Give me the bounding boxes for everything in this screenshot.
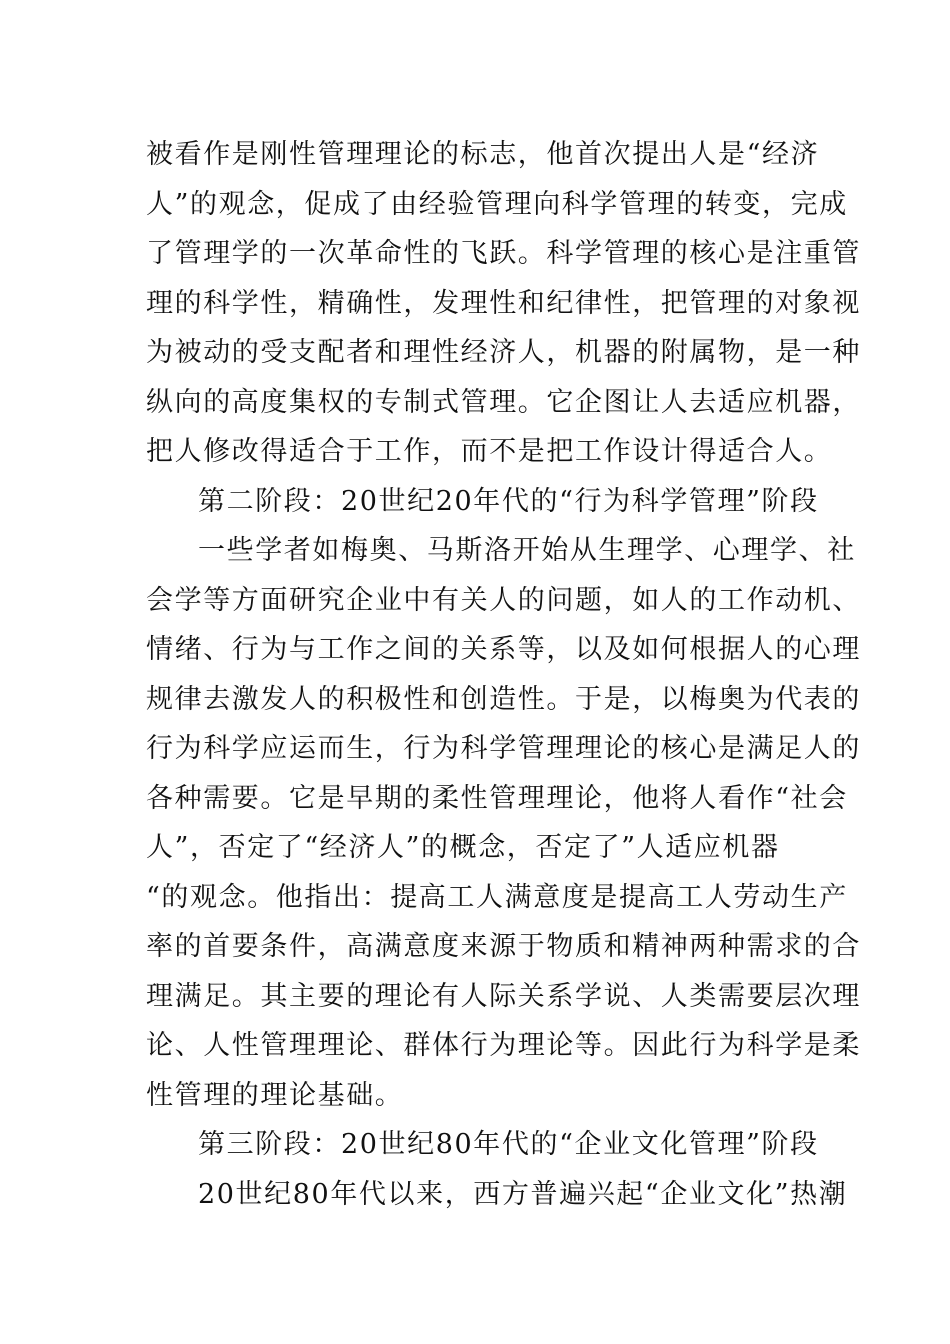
text-line: 率的首要条件，高满意度来源于物质和精神两种需求的合 [146,931,861,962]
text-line: 会学等方面研究企业中有关人的问题，如人的工作动机、 [146,584,861,616]
document-body [146,130,861,1219]
text-line: 理的科学性，精确性，发理性和纪律性，把管理的对象视 [146,287,861,319]
text-line: 人”的观念，促成了由经验管理向科学管理的转变，完成 [146,188,848,220]
text-line: 情绪、行为与工作之间的关系等，以及如何根据人的心理 [146,634,861,665]
text-line: 了管理学的一次革命性的飞跃。科学管理的核心是注重管 [146,238,861,269]
text-line: 理满足。其主要的理论有人际关系学说、人类需要层次理 [146,980,861,1012]
text-line: 行为科学应运而生，行为科学管理理论的核心是满足人的 [146,733,861,764]
paragraph-start-line: 20世纪80年代以来，西方普遍兴起“企业文化”热潮 [198,1178,848,1210]
section-heading-stage-two: 第二阶段：20世纪20年代的“行为科学管理”阶段 [198,485,819,517]
section-heading-stage-three: 第三阶段：20世纪80年代的“企业文化管理”阶段 [198,1129,819,1160]
text-line: 人”，否定了“经济人”的概念，否定了”人适应机器 [146,832,780,863]
paragraph-start-line: 一些学者如梅奥、马斯洛开始从生理学、心理学、社 [198,535,856,566]
text-line: 各种需要。它是早期的柔性管理理论，他将人看作“社会 [146,782,848,814]
text-line: “的观念。他指出：提高工人满意度是提高工人劳动生产 [146,881,848,913]
text-line: 论、人性管理理论、群体行为理论等。因此行为科学是柔 [146,1030,861,1061]
text-line: 被看作是刚性管理理论的标志，他首次提出人是“经济 [146,139,820,170]
text-line: 规律去激发人的积极性和创造性。于是，以梅奥为代表的 [146,683,861,715]
text-line: 性管理的理论基础。 [146,1079,404,1111]
text-line: 纵向的高度集权的专制式管理。它企图让人去适应机器， [146,386,861,418]
text-line: 把人修改得适合于工作，而不是把工作设计得适合人。 [146,436,833,467]
text-line: 为被动的受支配者和理性经济人，机器的附属物，是一种 [146,337,861,368]
